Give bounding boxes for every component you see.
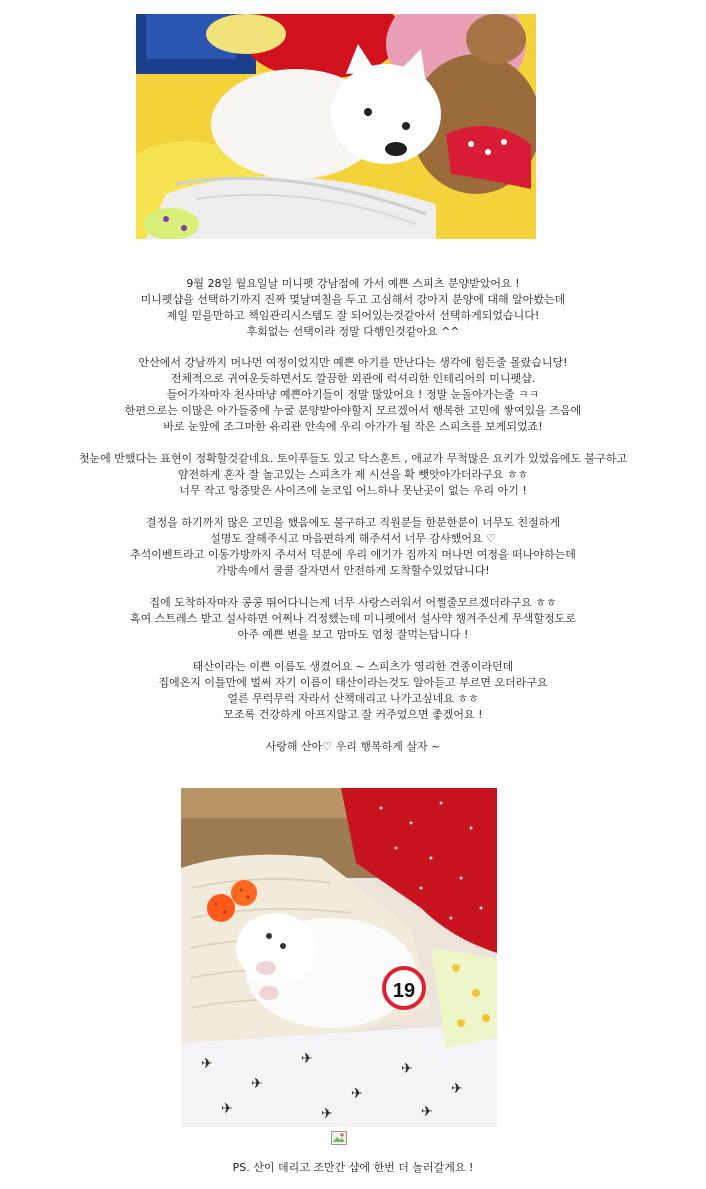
paragraph-4 <box>0 515 706 579</box>
svg-text:✈: ✈ <box>201 1056 213 1072</box>
text-line: 얌전하게 혼자 잘 놀고있는 스피츠가 제 시선을 확 뺏앗아가더라구요 ㅎㅎ <box>177 468 529 481</box>
paragraph-5 <box>0 595 706 643</box>
svg-text:✈: ✈ <box>451 1081 463 1097</box>
text-line: 너무 작고 앙증맞은 사이즈에 눈코입 어느하나 못난곳이 없는 우리 아기 ! <box>179 484 527 497</box>
text-line: 태산이라는 이쁜 이름도 생겼어요 ~ 스피츠가 영리한 견종이라던데 <box>192 660 514 673</box>
text-line: 설명도 잘해주시고 마음편하게 해주셔서 너무 감사했어요 ♡ <box>210 532 496 545</box>
puppy-photo-sleeping <box>181 788 497 1127</box>
text-line: 모조록 건강하게 아프지않고 잘 커주었으면 좋겠어요 ! <box>223 708 483 721</box>
text-line: 결정을 하기까지 많은 고민을 했음에도 불구하고 직원분들 한분한분이 너무도 친절하게 <box>145 516 560 529</box>
text-line: 제일 믿을만하고 책임관리시스템도 잘 되어있는것같아서 선택하게되었습니다! <box>166 309 540 322</box>
text-line: 미니펫샵을 선택하기까지 진짜 몇날며칠을 두고 고심해서 강아지 분양에 대해 알아봤는데 <box>140 293 566 306</box>
text-line: 사랑해 산아♡ 우리 행복하게 살자 ~ <box>265 740 441 753</box>
text-line: 첫눈에 반했다는 표현이 정확할것같네요. 토이푸들도 있고 닥스훈트 , 애교가 무척많은 요키가 있었음에도 불구하고 <box>78 452 628 465</box>
age-badge-number: 19 <box>392 980 416 1002</box>
svg-text:✈: ✈ <box>321 1106 333 1122</box>
text-line: 아주 예쁜 변을 보고 맘마도 엄청 잘먹는답니다 ! <box>237 628 469 641</box>
svg-text:✈: ✈ <box>251 1076 263 1092</box>
paragraph-6 <box>0 659 706 723</box>
text-line: 혹여 스트레스 받고 설사하면 어쩌나 걱정했는데 미니펫에서 설사약 챙겨주신게 무색할정도로 <box>130 612 576 625</box>
paragraph-7 <box>0 739 706 755</box>
text-line: 후회없는 선택이라 정말 다행인것같아요 ^^ <box>246 325 460 338</box>
svg-text:✈: ✈ <box>301 1051 313 1067</box>
paragraph-3 <box>0 451 706 499</box>
text-line: 한편으로는 이많은 아가들중에 누굴 분양받아야할지 모르겠어서 행복한 고민에 쌓여있을 즈음에 <box>124 404 582 417</box>
text-line: 추석이벤트라고 이동가방까지 주셔서 덕분에 우리 애기가 집까지 머나먼 여정을 떠나야하는데 <box>130 548 576 561</box>
text-line: 집에 도착하자마자 콩콩 뛰어다니는게 너무 사랑스러워서 어쩔줄모르겠더라구요 ㅎㅎ <box>149 596 557 609</box>
puppy-photo-top <box>136 14 536 239</box>
text-line: 들어가자마자 천사마냥 예쁜아기들이 정말 많았어요 ! 정말 눈돌아가는줄 ㅋㅋ <box>166 388 540 401</box>
svg-text:✈: ✈ <box>401 1061 413 1077</box>
text-line: 안산에서 강남까지 머나먼 여정이었지만 예쁜 아기를 만난다는 생각에 힘든줄 몰랐습니당! <box>138 356 568 369</box>
text-line: 가방속에서 쿨쿨 잘자면서 안전하게 도착할수있었답니다! <box>216 564 490 577</box>
svg-text:✈: ✈ <box>221 1101 233 1117</box>
svg-text:✈: ✈ <box>351 1086 363 1102</box>
postscript-text: PS. 산이 데리고 조만간 샵에 한번 더 놀러갈게요 ! <box>232 1161 474 1174</box>
text-line: 9월 28일 월요일날 미니펫 강남점에 가서 예쁜 스피츠 분양받았어요 ! <box>186 277 520 290</box>
text-line: 전체적으로 귀여운듯하면서도 깔끔한 외관에 럭셔리한 인테리어의 미니펫샵. <box>170 372 536 385</box>
svg-text:✈: ✈ <box>421 1104 433 1120</box>
text-line: 바로 눈앞에 조그마한 유리관 안속에 우리 아가가 될 작은 스피츠를 보게되었죠! <box>163 420 543 433</box>
paragraph-2 <box>0 355 706 435</box>
text-line: 얼른 무럭무럭 자라서 산책데리고 나가고싶네요 ㅎㅎ <box>227 692 479 705</box>
paragraph-1 <box>0 276 706 340</box>
broken-image-icon <box>331 1130 347 1144</box>
text-line: 집에온지 이틀만에 벌써 자기 이름이 태산이라는것도 알아듣고 부르면 오더라구요 <box>158 676 548 689</box>
